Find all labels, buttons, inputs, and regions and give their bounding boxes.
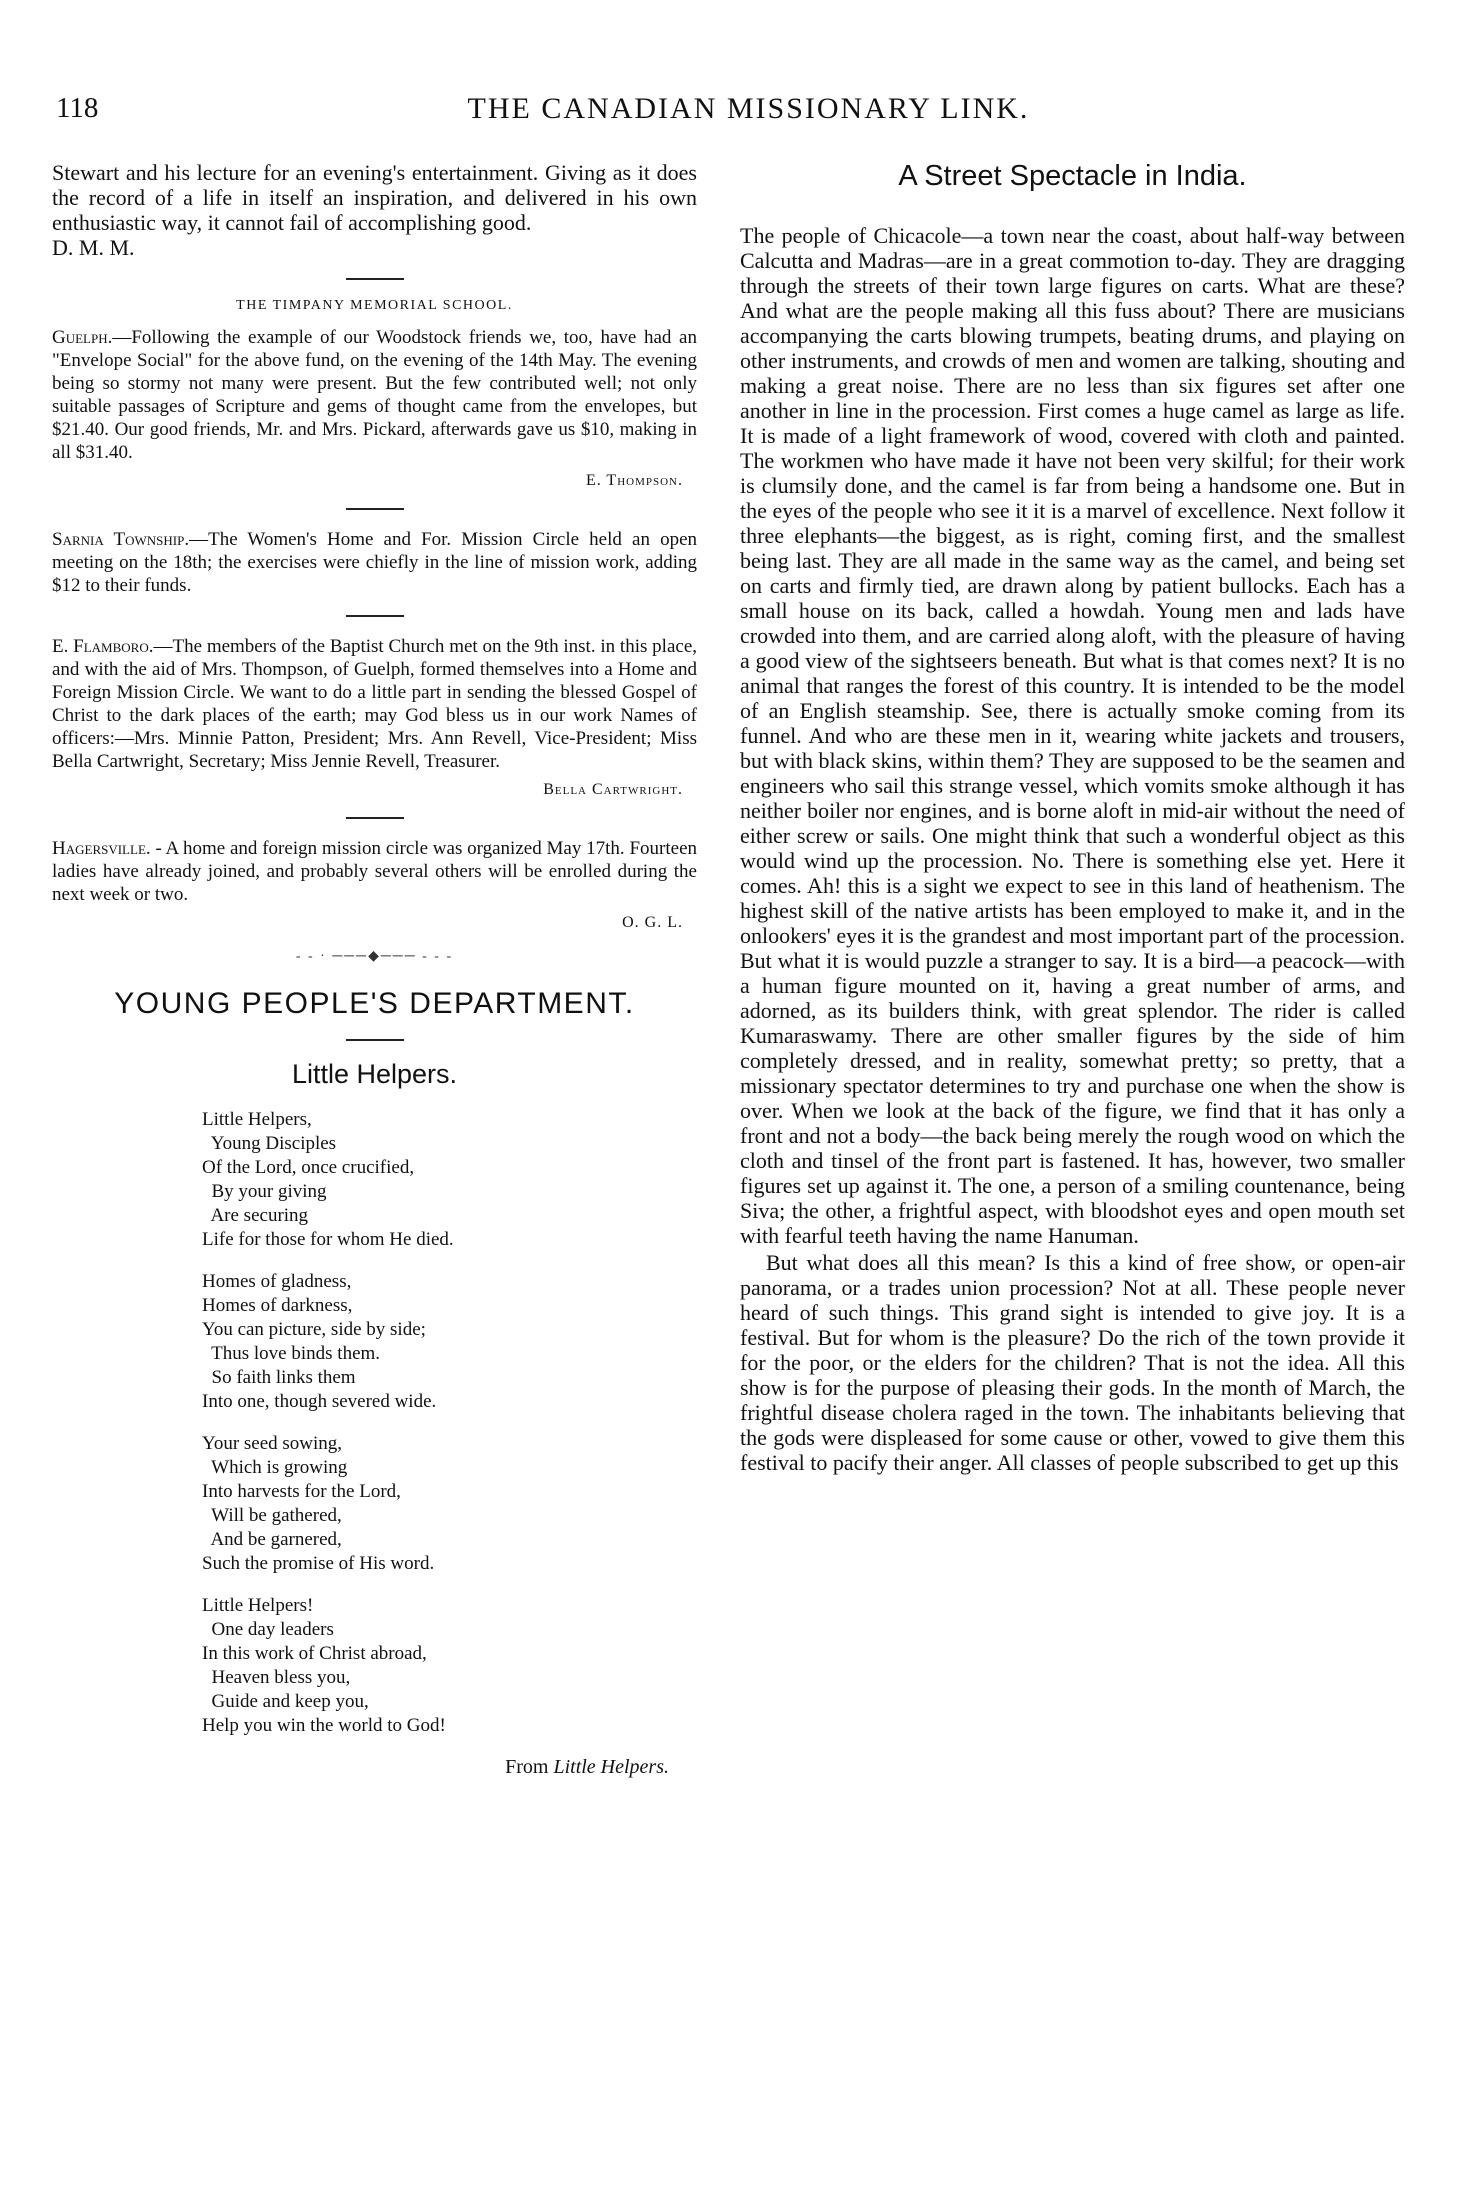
poem-line: Young Disciples (202, 1133, 337, 1154)
poem-line: One day leaders (202, 1619, 334, 1640)
poem-body (52, 1108, 697, 1738)
hagersville-report (52, 837, 697, 906)
timpany-signature: E. Thompson. (585, 472, 683, 489)
poem-line: You can picture, side by side; (202, 1319, 426, 1340)
timpany-text: —Following the example of our Woodstock friends we, too, have had an "Envelope Social" for the above fund, on the evening of the 14th May. The evening being so stormy not many were present. But the few contributed well; not only suitable passages of Scripture and gems of thought came from the envelopes, but $21.40. Our good friends, Mr. and Mrs. Pickard, afterwards gave us $10, making in all $31.40. (52, 327, 697, 463)
sarnia-place: Sarnia Township. (52, 529, 190, 550)
article-body (740, 223, 1405, 1475)
poem-line: Which is growing (202, 1457, 348, 1478)
page-header (50, 92, 1407, 132)
poem-stanza (202, 1270, 697, 1414)
sarnia-text: —The Women's Home and For. Mission Circle held an open meeting on the 18th; the exercises were chiefly in the line of mission work, adding $12 to their funds. (52, 529, 698, 596)
section-rule (346, 508, 404, 510)
poem-line: Life for those for whom He died. (202, 1229, 454, 1250)
hagersville-place: Hagersville. (52, 838, 151, 859)
sarnia-section (52, 528, 697, 597)
poem-stanza (202, 1432, 697, 1576)
flamboro-place: E. Flamboro. (52, 636, 154, 657)
poem-line: Your seed sowing, (202, 1433, 343, 1454)
intro-section (52, 160, 697, 260)
poem-source (52, 1756, 697, 1779)
flamboro-section (52, 635, 697, 799)
article-title: A Street Spectacle in India. (898, 160, 1247, 192)
section-rule (346, 817, 404, 819)
right-column (740, 160, 1405, 1475)
timpany-report (52, 326, 697, 464)
flamboro-report (52, 635, 697, 773)
poem (52, 1059, 697, 1779)
intro-paragraph: Stewart and his lecture for an evening's entertainment. Giving as it does the record of a life in itself an inspiration, and delivered in his own enthusiastic way, it cannot fail of accomplishing good. (52, 160, 697, 235)
article-paragraph: The people of Chicacole—a town near the coast, about half-way between Calcutta and Madras—are in a great commotion to-day. They are dragging through the streets of their town large figures on carts. What are these? And what are the people making all this fuss about? There are musicians accompanying the carts blowing trumpets, beating drums, and playing on other instruments, and crowds of men and women are talking, shouting and making a great noise. There are no less than six figures set after one another in line in the procession. First comes a huge camel as large as life. It is made of a light framework of wood, covered with cloth and painted. The workmen who have made it have not been very skilful; for their work is clumsily done, and the camel is far from being a handsome one. But in the eyes of the people who see it it is a marvel of excellence. Next follow it three elephants—the biggest, as is right, coming first, and the smallest being last. They are all made in the same way as the camel, and being set on carts and firmly tied, are drawn along by patient bullocks. Each has a small house on its back, called a howdah. Young men and lads have crowded into them, and are carried along aloft, with the pleasure of having a good view of the sightseers beneath. But what is that comes next? It is no animal that ranges the forest of this country. It is intended to be the model of an English steamship. See, there is actually smoke coming from its funnel. And who are these men in it, wearing white jackets and trousers, but with black skins, within them? They are supposed to be the seamen and engineers who sail this strange vessel, which vomits smoke although it has neither boiler nor engines, and is borne aloft in mid-air without the need of either screw or sails. One might think that such a wonderful object as this would wind up the procession. No. There is something else yet. Here it comes. Ah! this is a sight we expect to see in this land of heathenism. The highest skill of the native artists has been employed to make it, and in the onlookers' eyes it is the grandest and most important part of the procession. But what it is would puzzle a stranger to say. It is a bird—a peacock—with a human figure mounted on it, having a great number of arms, and adorned, as its builders think, with great splendor. The rider is called Kumaraswamy. There are other smaller figures by the side of him completely dressed, and in reality, somewhat pretty; so pretty, that a missionary spectator determines to try and purchase one when the show is over. When we look at the back of the figure, we find that it has only a front and not a body—the back being merely the rough wood on which the cloth and tinsel of the front part is fastened. It has, however, two smaller figures set up against it. The one, a person of a smiling countenance, being Siva; the other, a frightful aspect, with bloodshot eyes and open mouth set with fearful teeth having the name Hanuman. (740, 223, 1405, 1248)
poem-line: Heaven bless you, (202, 1667, 351, 1688)
poem-line: Guide and keep you, (202, 1691, 369, 1712)
poem-line: Of the Lord, once crucified, (202, 1157, 415, 1178)
poem-line: And be garnered, (202, 1529, 342, 1550)
flamboro-text: —The members of the Baptist Church met on the 9th inst. in this place, and with the aid of Mrs. Thompson, of Guelph, formed themselves into a Home and Foreign Mission Circle. We want to do a little part in sending the blessed Gospel of Christ to the dark places of the earth; may God bless us in our work Names of officers:—Mrs. Minnie Patton, President; Mrs. Ann Revell, Vice-President; Miss Bella Cartwright, Secretary; Miss Jennie Revell, Treasurer. (52, 636, 698, 772)
hagersville-text: - A home and foreign mission circle was organized May 17th. Fourteen ladies have already joined, and probably several others will be enrolled during the next week or two. (52, 838, 697, 905)
sarnia-report (52, 528, 697, 597)
hagersville-signature: O. G. L. (622, 914, 683, 931)
poem-line: By your giving (202, 1181, 327, 1202)
section-rule (346, 615, 404, 617)
poem-stanza (202, 1108, 697, 1252)
poem-line: Help you win the world to God! (202, 1715, 446, 1736)
poem-source-prefix: From (505, 1756, 554, 1778)
poem-line: Homes of darkness, (202, 1295, 353, 1316)
running-title: THE CANADIAN MISSIONARY LINK. (467, 92, 1030, 125)
flamboro-signature: Bella Cartwright. (543, 781, 683, 798)
timpany-heading: THE TIMPANY MEMORIAL SCHOOL. (236, 298, 513, 313)
poem-line: Thus love binds them. (202, 1343, 381, 1364)
dotted-divider: - - · ───◆─── - - - (295, 949, 454, 964)
article-paragraph: But what does all this mean? Is this a kind of free show, or open-air panorama, or a trades union procession? Not at all. These people never heard of such things. This grand sight is intended to give joy. It is a festival. But for whom is the pleasure? Do the rich of the town provide it for the poor, or the elders for the children? That is not the idea. All this show is for the purpose of pleasing their gods. In the month of March, the frightful disease cholera raged in the town. The inhabitants believing that the gods were displeased for some cause or other, vowed to give them this festival to pacify their anger. All classes of people subscribed to get up this (740, 1250, 1405, 1475)
intro-signature: D. M. M. (52, 235, 135, 260)
timpany-section (52, 298, 697, 490)
timpany-place: Guelph. (52, 327, 113, 348)
poem-line: So faith links them (202, 1367, 356, 1388)
poem-line: Such the promise of His word. (202, 1553, 435, 1574)
page-number: 118 (56, 92, 99, 124)
poem-line: Will be gathered, (202, 1505, 342, 1526)
section-rule (346, 278, 404, 280)
hagersville-section (52, 837, 697, 932)
poem-title: Little Helpers. (291, 1059, 458, 1089)
poem-line: Little Helpers! (202, 1595, 314, 1616)
section-rule (346, 1039, 404, 1041)
left-column (52, 160, 697, 1779)
department-heading: YOUNG PEOPLE'S DEPARTMENT. (114, 987, 635, 1020)
poem-line: Into harvests for the Lord, (202, 1481, 401, 1502)
poem-source-title: Little Helpers. (553, 1756, 669, 1778)
poem-line: Little Helpers, (202, 1109, 312, 1130)
poem-stanza (202, 1594, 697, 1738)
poem-line: Homes of gladness, (202, 1271, 352, 1292)
poem-line: In this work of Christ abroad, (202, 1643, 427, 1664)
poem-line: Are securing (202, 1205, 309, 1226)
poem-line: Into one, though severed wide. (202, 1391, 437, 1412)
